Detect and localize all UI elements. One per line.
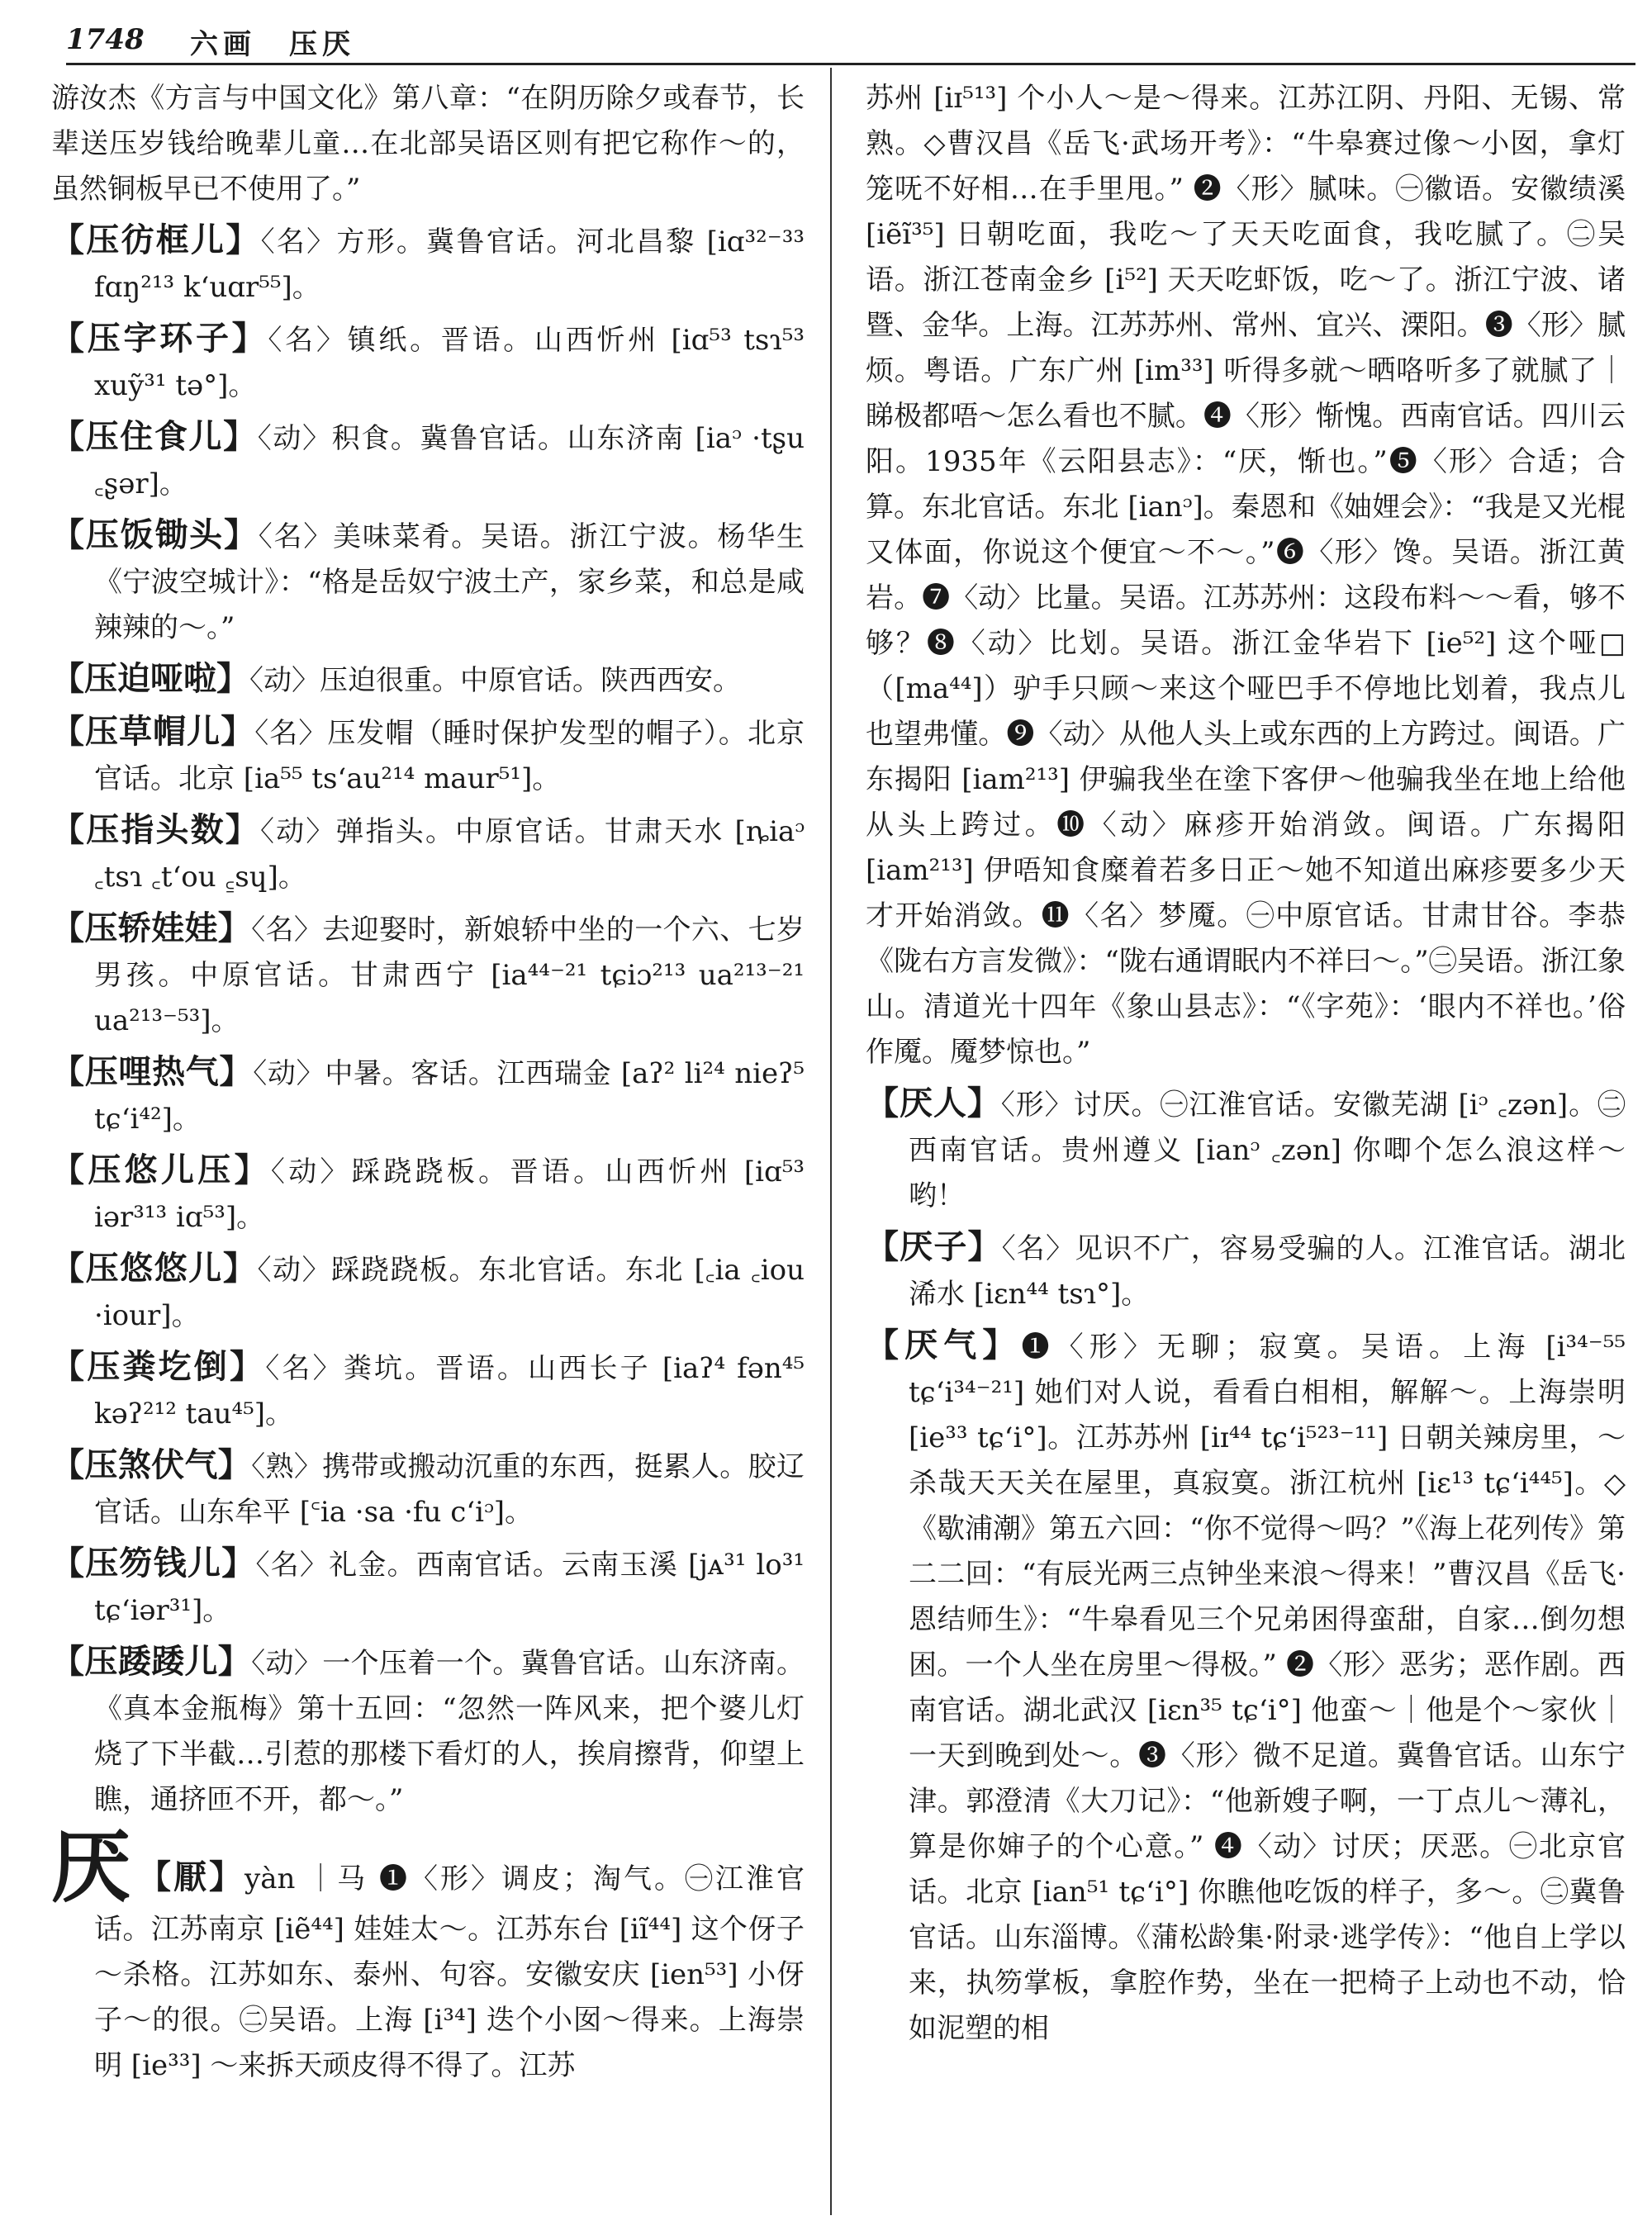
dictionary-entry [51, 905, 805, 1044]
entry-headword: 【压住食儿】 [51, 417, 258, 456]
dictionary-entry [51, 1049, 805, 1142]
dictionary-entry [51, 807, 805, 900]
entry-definition: 〈动〉踩跷跷板。东北官话。东北 [꜀ia ꜀iou ·iour]。 [94, 1254, 805, 1332]
dictionary-entry [51, 76, 805, 212]
entry-definition: 〈动〉一个压着一个。冀鲁官话。山东济南。《真本金瓶梅》第十五回：“忽然一阵风来，把个婆儿灯烧了下半截…引惹的那楼下看灯的人，挨肩擦背，仰望上瞧，通挤匝不开，都～。” [94, 1647, 805, 1816]
entry-headword: 【压哩热气】 [51, 1052, 254, 1091]
dictionary-entry [51, 1540, 805, 1634]
dictionary-entry [866, 1080, 1626, 1219]
entry-headword: 【厌人】 [866, 1084, 1001, 1122]
entry-headword: 【压草帽儿】 [51, 712, 255, 751]
left-column [51, 76, 805, 2094]
entry-definition: ❶〈形〉无聊；寂寞。吴语。上海 [i³⁴⁻⁵⁵ tɕ‘i³⁴⁻²¹] 她们对人说，看看白相相，解解～。上海崇明 [ie³³ tɕ‘i°]。江苏苏州 [iɪ⁴⁴ tɕ‘i⁵²³⁻¹¹] 日朝关辣房里，～杀哉天天关在屋里，真寂寞。浙江杭州 [iɛ¹³ tɕ‘i⁴⁴⁵]。◇《歇浦潮》第五六回：“你不觉得～吗？”《海上花列传》第二二回：“有辰光两三点钟坐来浪～得来！”曹汉昌《岳飞·恩结师生》：“牛皋看见三个兄弟困得蛮甜，自家…倒勿想困。一个人坐在房里～得极。” ❷〈形〉恶劣；恶作剧。西南官话。湖北武汉 [iɛn³⁵ tɕ‘i°] 他蛮～｜他是个～家伙｜一天到晚到处～。❸〈形〉微不足道。冀鲁官话。山东宁津。郭澄清《大刀记》：“他新嫂子啊，一丁点儿～薄礼，算是你婶子的个心意。” ❹〈动〉讨厌；厌恶。㊀北京官话。北京 [ian⁵¹ tɕ‘i°] 你瞧他吃饭的样子，多～。㊁冀鲁官话。山东淄博。《蒲松龄集·附录·逃学传》：“他自上学以来，执笏掌板，拿腔作势，坐在一把椅子上动也不动，恰如泥塑的相 [909, 1331, 1626, 2045]
entry-definition: 〈动〉弹指头。中原官话。甘肃天水 [ȵiaᵓ ꜀tsɿ ꜀t‘ou ꜁sɥ]。 [94, 815, 805, 894]
entry-headword: 【压指头数】 [51, 810, 260, 849]
entry-definition: 游汝杰《方言与中国文化》第八章：“在阴历除夕或春节，长辈送压岁钱给晚辈儿童…在北部吴语区则有把它称作～的，虽然铜板早已不使用了。” [51, 82, 805, 206]
entry-definition: 〈名〉压发帽（睡时保护发型的帽子）。北京官话。北京 [ia⁵⁵ ts‘au²¹⁴ maur⁵¹]。 [94, 717, 805, 795]
page-header [66, 18, 1635, 64]
entry-definition: 〈名〉去迎娶时，新娘轿中坐的一个六、七岁男孩。中原官话。甘肃西宁 [ia⁴⁴⁻²¹ tɕiɔ²¹³ ua²¹³⁻²¹ ua²¹³⁻⁵³]。 [94, 913, 805, 1037]
entry-headword: 【厭】 [138, 1858, 244, 1896]
dictionary-entry [51, 316, 805, 409]
entry-headword: 【压笏钱儿】 [51, 1544, 256, 1582]
entry-headword: 【压饭锄头】 [51, 515, 259, 554]
entry-definition: 〈动〉中暑。客话。江西瑞金 [aʔ² li²⁴ nieʔ⁵ tɕ‘i⁴²]。 [94, 1057, 805, 1136]
entry-headword: 【压踒踒儿】 [51, 1642, 252, 1681]
entry-definition: 〈名〉粪坑。晋语。山西长子 [iaʔ⁴ fən⁴⁵ kəʔ²¹² tau⁴⁵]。 [94, 1352, 805, 1431]
entry-headword: 【压迫哑啦】 [51, 659, 249, 698]
entry-headword: 【压粪圪倒】 [51, 1347, 266, 1386]
entry-headword: 【压字环子】 [51, 319, 268, 358]
entry-headword: 【压悠儿压】 [51, 1151, 271, 1189]
column-divider [830, 68, 832, 2215]
entry-definition: 〈名〉方形。冀鲁官话。河北昌黎 [iɑ³²⁻³³ fɑŋ²¹³ k‘uɑr⁵⁵]。 [94, 225, 805, 304]
entry-definition: 〈名〉镇纸。晋语。山西忻州 [iɑ⁵³ tsɿ⁵³ xuỹ³¹ tə°]。 [94, 324, 805, 402]
entry-headword: 【压煞伏气】 [51, 1445, 252, 1484]
entry-definition: 〈名〉见识不广，容易受骗的人。江淮官话。湖北浠水 [iɛn⁴⁴ tsɿ°]。 [909, 1232, 1626, 1311]
entry-headword: 【厌气】 [866, 1326, 1022, 1364]
dictionary-entry [866, 1322, 1626, 2052]
entry-definition: 〈动〉积食。冀鲁官话。山东济南 [iaᵓ ·tʂu ꜀ʂər]。 [94, 422, 805, 501]
dictionary-entry [51, 1442, 805, 1535]
section-title: 六画 压厌 [190, 28, 355, 61]
right-column [866, 76, 1626, 2057]
dictionary-entry [51, 217, 805, 311]
entry-headword: 【压悠悠儿】 [51, 1249, 258, 1288]
entry-headword: 【压轿娃娃】 [51, 909, 252, 947]
page-number: 1748 [66, 23, 145, 56]
dictionary-entry [51, 1344, 805, 1437]
entry-definition: 〈名〉美味菜肴。吴语。浙江宁波。杨华生《宁波空城计》：“格是岳奴宁波土产，家乡菜，和总是咸辣辣的～。” [94, 520, 805, 644]
entry-definition: 〈形〉讨厌。㊀江淮官话。安徽芜湖 [iᵓ ꜀zən]。㊁西南官话。贵州遵义 [ianᵓ ꜀zən] 你唧个怎么浪这样～哟！ [909, 1089, 1626, 1212]
dictionary-entry [51, 1639, 805, 1823]
dictionary-entry [51, 1147, 805, 1241]
entry-character: 厌 [51, 1820, 133, 1914]
dictionary-entry [51, 709, 805, 802]
dictionary-entry [51, 656, 805, 704]
entry-definition: 〈名〉礼金。西南官话。云南玉溪 [jᴀ³¹ lo³¹ tɕ‘iər³¹]。 [94, 1549, 805, 1627]
dictionary-entry [866, 76, 1626, 1075]
entry-headword: 【厌子】 [866, 1227, 1002, 1266]
entry-definition: yàn ｜马 ❶〈形〉调皮；淘气。㊀江淮官话。江苏南京 [iẽ⁴⁴] 娃娃太～。江苏东台 [iĩ⁴⁴] 这个伢子～杀格。江苏如东、泰州、句容。安徽安庆 [ien⁵³] 小伢子～的很。㊁吴语。上海 [i³⁴] 迭个小囡～得来。上海崇明 [ie³³] ～来拆天顽皮得不得了。江苏 [94, 1862, 805, 2082]
entry-definition: 〈动〉压迫很重。中原官话。陕西西安。 [249, 664, 741, 697]
entry-definition: 苏州 [iɪ⁵¹³] 个小人～是～得来。江苏江阴、丹阳、无锡、常熟。◇曹汉昌《岳飞·武场开考》：“牛皋赛过像～小囡，拿灯笼呒不好相…在手里甩。” ❷〈形〉腻味。㊀徽语。安徽绩溪 [iẽĩ³⁵] 日朝吃面，我吃～了天天吃面食，我吃腻了。㊁吴语。浙江苍南金乡 [i⁵²] 天天吃虾饭，吃～了。浙江宁波、诸暨、金华。上海。江苏苏州、常州、宜兴、溧阳。❸〈形〉腻烦。粤语。广东广州 [im³³] 听得多就～晒咯听多了就腻了｜睇极都唔～怎么看也不腻。❹〈形〉惭愧。西南官话。四川云阳。1935年《云阳县志》：“厌，惭也。”❺〈形〉合适；合算。东北官话。东北 [ianᵓ]。秦恩和《妯娌会》：“我是又光棍又体面，你说这个便宜～不～。”❻〈形〉馋。吴语。浙江黄岩。❼〈动〉比量。吴语。江苏苏州：这段布料～～看，够不够？❽〈动〉比划。吴语。浙江金华岩下 [ie⁵²] 这个哑□（[ma⁴⁴]）驴手只顾～来这个哑巴手不停地比划着，我点儿也望弗懂。❾〈动〉从他人头上或东西的上方跨过。闽语。广东揭阳 [iam²¹³] 伊骗我坐在塗下客伊～他骗我坐在地上给他从头上跨过。❿〈动〉麻疹开始消敛。闽语。广东揭阳 [iam²¹³] 伊唔知食糜着若多日正～她不知道出麻疹要多少天才开始消敛。⓫〈名〉梦魇。㊀中原官话。甘肃甘谷。李恭《陇右方言发微》：“陇右通谓眠内不祥曰～。”㊁吴语。浙江象山。清道光十四年《象山县志》：“《字苑》：‘眼内不祥也。’俗作魇。魇梦惊也。” [866, 82, 1626, 1069]
dictionary-entry [51, 414, 805, 507]
entry-definition: 〈动〉踩跷跷板。晋语。山西忻州 [iɑ⁵³ iər³¹³ iɑ⁵³]。 [94, 1155, 805, 1234]
dictionary-entry [51, 1820, 805, 2089]
entry-definition: 〈熟〉携带或搬动沉重的东西，挺累人。胶辽官话。山东牟平 [꜂ia ·sa ·fu c‘iᵓ]。 [94, 1450, 805, 1529]
header-rule [66, 63, 1635, 65]
dictionary-entry [51, 1245, 805, 1339]
dictionary-entry [866, 1224, 1626, 1317]
dictionary-entry [51, 512, 805, 651]
entry-headword: 【压彷框儿】 [51, 221, 261, 259]
